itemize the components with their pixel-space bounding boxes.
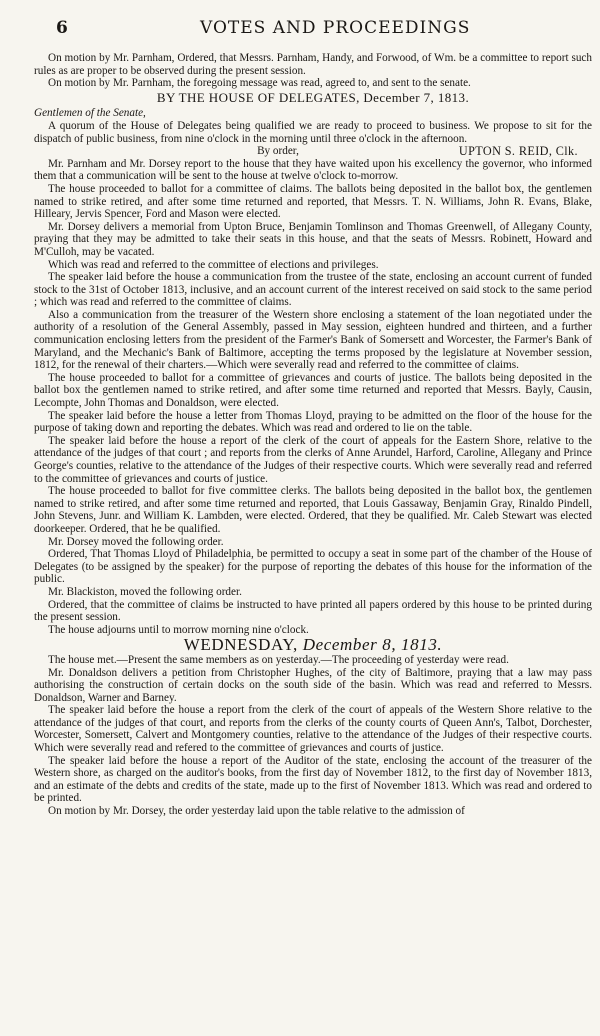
page-header [34, 18, 592, 44]
paragraph: Mr. Dorsey moved the following order. [48, 535, 224, 548]
day-heading [34, 635, 592, 655]
paragraph: Mr. Parnham and Mr. Dorsey report to the house that they have waited upon his excellency the governor, who informed them that a communication will be sent to the house at twelve o'clock to-morrow. [34, 157, 592, 183]
paragraph: The house proceeded to ballot for a committee of grievances and courts of justice. The ballots being deposited in the ballot box the gentlemen named to strike retired, and after some time returned and reported that Messrs. Bayly, Causin, Lecompte, John Thomas and Donaldson, were elected. [34, 371, 592, 410]
paragraph: On motion by Mr. Parnham, Ordered, that Messrs. Parnham, Handy, and Forwood, of Wm. be a committee to report such rules as are proper to be observed during the present session. [34, 52, 592, 77]
paragraph: Mr. Blackiston, moved the following order. [48, 585, 242, 598]
running-title: VOTES AND PROCEEDINGS [200, 18, 471, 38]
paragraph: The speaker laid before the house a report of the Auditor of the state, enclosing the account of the treasurer of the Western shore, as charged on the auditor's books, from the first day of November 1812, to the first day of November 1813, and an estimate of the debts and credits of the state, made up to the first of November 1813. Which was read and ordered to be printed. [34, 754, 592, 805]
paragraph: The speaker laid before the house a report from the clerk of the court of appeals of the Western Shore relative to the attendance of the judges of that court, and reports from the clerks of the county courts of Queen Ann's, Talbot, Dorchester, Worcester, Somersett, Calvert and Montgomery counties, relative to the attendance of the Judges of their respective courts. Which were severally read and refered to the committee of grievances and courts of justice. [34, 704, 592, 755]
page-number: 6 [56, 18, 68, 38]
day-date: December 8, 1813. [302, 635, 443, 655]
paragraph: The speaker laid before the house a communication from the trustee of the state, enclosing an account current of funded stock to the 31st of October 1813, inclusive, and an account current of the interest received on said stock to the same period ; which was read and referred to the committee of claims. [34, 271, 592, 309]
message-paragraph: A quorum of the House of Delegates being qualified we are ready to proceed to business. We propose to sit for the dispatch of public business, from nine o'clock in the morning until three o'clock in the afternoon. [34, 119, 592, 145]
paragraph: The house adjourns until to morrow morning nine o'clock. [48, 623, 309, 636]
paragraph: The speaker laid before the house a report of the clerk of the court of appeals for the Eastern Shore, relative to the attendance of the judges of that court ; and reports from the clerks of Anne Arundel, Harford, Caroline, Allegany and Prince George's counties, relative to the attendance of the Judges of their respective courts. Which were severally read and referred to the committee of grievances and courts of justice. [34, 434, 592, 485]
paragraph: The house proceeded to ballot for five committee clerks. The ballots being deposited in the ballot box, the gentlemen named to strike retired, and after some time returned and reported, that Louis Gassaway, Benjamin Gray, Rinaldo Pindell, John Stevens, Junr. and William K. Lambden, were elected. Ordered, that they be qualified. Mr. Caleb Stewart was elected doorkeeper. Ordered, that he be qualified. [34, 485, 592, 535]
paragraph: Ordered, That Thomas Lloyd of Philadelphia, be permitted to occupy a seat in some part of the chamber of the House of Delegates (to be assigned by the speaker) for the purpose of reporting the debates of this house for the information of the public. [34, 548, 592, 586]
clerk-signature: UPTON S. REID, Clk. [458, 144, 578, 159]
by-order: By order, [257, 145, 299, 158]
paragraph: The house met.—Present the same members as on yesterday.—The proceeding of yesterday were read. [48, 653, 509, 666]
paragraph: Also a communication from the treasurer of the Western shore enclosing a statement of the loan negotiated under the authority of a resolution of the General Assembly, passed in May session, eighteen hundred and thirteen, and a further communication enclosing letters from the president of the Farmer's Bank of Somersett and Worcester, the Farmer's Bank of Maryland, and the Mechanic's Bank of Baltimore, accepting the terms proposed by the legislature at November session, 1812, for the renewal of their charters.—Which were severally read and referred to the committee of claims. [34, 308, 592, 372]
paragraph: On motion by Mr. Parnham, the foregoing message was read, agreed to, and sent to the senate. [48, 77, 471, 90]
paragraph: Which was read and referred to the committee of elections and privileges. [48, 258, 379, 271]
signature [34, 145, 592, 158]
paragraph: Mr. Dorsey delivers a memorial from Upton Bruce, Benjamin Tomlinson and Thomas Greenwell, of Allegany County, praying that they may be admitted to take their seats in this house, and that the seats of Messrs. Robinett, Howard and M'Culloh, may be vacated. [34, 220, 592, 258]
session-heading: BY THE HOUSE OF DELEGATES, December 7, 1813. [156, 89, 470, 105]
paragraph: The speaker laid before the house a letter from Thomas Lloyd, praying to be admitted on the floor of the house for the purpose of taking down and reporting the debates. Which was read and ordered to lie on the table. [34, 409, 592, 435]
paragraph: Ordered, that the committee of claims be instructed to have printed all papers ordered by this house to be printed during the present session. [34, 598, 592, 624]
salutation: Gentlemen of the Senate, [34, 107, 146, 120]
paragraph: On motion by Mr. Dorsey, the order yesterday laid upon the table relative to the admission of [48, 805, 465, 818]
body-text [34, 52, 592, 818]
paragraph: Mr. Donaldson delivers a petition from Christopher Hughes, of the city of Baltimore, praying that a law may pass authorising the construction of certain docks on the south side of the basin. Which was read and referred to Messrs. Donaldson, Warner and Barney. [34, 666, 592, 704]
paragraph: The house proceeded to ballot for a committee of claims. The ballots being deposited in the ballot box, the gentlemen named to strike retired, and after some time returned and reported, that Messrs. T. N. Williams, John R. Evans, Blake, Hilleary, Jervis Spencer, Ford and Mason were elected. [34, 182, 592, 221]
day-name: WEDNESDAY, [183, 635, 298, 655]
